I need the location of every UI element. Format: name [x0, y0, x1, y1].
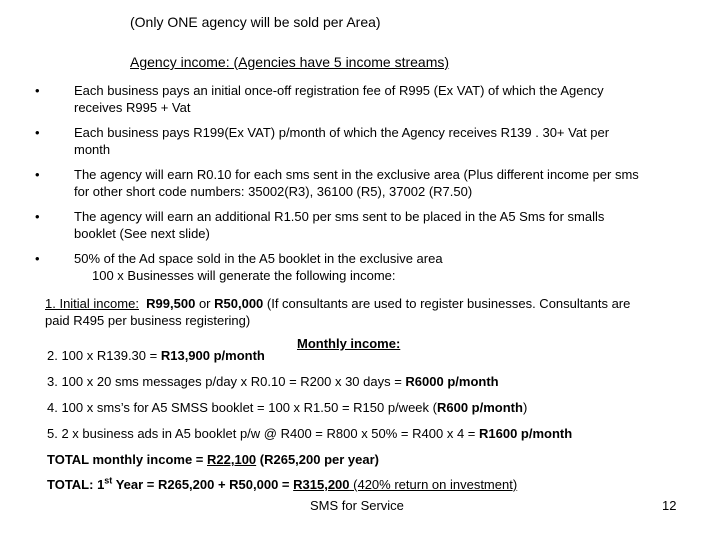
initial-income-label: 1. Initial income:: [45, 296, 139, 311]
bullet-text-line: Each business pays R199(Ex VAT) p/month of which the Agency receives R139 . 30+ Vat per: [74, 125, 610, 140]
income-item-text: 3. 100 x 20 sms messages p/day x R0.10 = R200 x 30 days =: [47, 374, 406, 389]
bullet-marker: •: [35, 209, 40, 224]
total-monthly-amount: R22,100: [207, 452, 257, 467]
bullet-text-line: 100 x Businesses will generate the following income:: [92, 268, 396, 283]
total-first-year-formula: Year = R265,200 + R50,000 =: [112, 477, 294, 492]
bullet-text-line: The agency will earn R0.10 for each sms sent in the exclusive area (Plus different income per sms: [74, 167, 639, 182]
initial-income-amount-2: R50,000: [214, 296, 264, 311]
bullet-text: [74, 166, 694, 200]
bullet-text-line: for other short code numbers: 35002(R3), 36100 (R5), 37002 (R7.50): [74, 184, 473, 199]
bullet-text: [74, 124, 694, 158]
bullet-text-line: receives R995 + Vat: [74, 100, 191, 115]
page-number: 12: [662, 498, 677, 513]
bullet-marker: •: [35, 167, 40, 182]
total-monthly-label: TOTAL monthly income =: [47, 452, 207, 467]
total-first-year-label: TOTAL: 1: [47, 477, 105, 492]
income-item-amount: R13,900 p/month: [160, 348, 265, 363]
income-item-amount: R1600 p/month: [478, 426, 573, 441]
bullet-text-line: month: [74, 142, 111, 157]
income-item-text: 4. 100 x sms’s for A5 SMSS booklet = 100 x R1.50 = R150 p/week (: [47, 400, 437, 415]
bullet-marker: •: [35, 125, 40, 140]
total-monthly-income: [47, 451, 379, 468]
income-item-amount: R600 p/month: [436, 400, 523, 415]
income-item-3: [47, 373, 499, 390]
bullet-text-line: Each business pays an initial once-off registration fee of R995 (Ex VAT) of which the Agency: [74, 83, 604, 98]
total-first-year-amount: R315,200: [293, 477, 350, 492]
total-first-year: [47, 476, 517, 493]
initial-income-line-1: [45, 295, 630, 312]
initial-income-line-2: paid R495 per business registering): [45, 313, 251, 328]
bullet-text-line: 50% of the Ad space sold in the A5 booklet in the exclusive area: [74, 251, 443, 266]
income-item-text: 5. 2 x business ads in A5 booklet p/w @ R400 = R800 x 50% = R400 x 4 =: [47, 426, 479, 441]
income-item-4: [47, 399, 527, 416]
header-line-1: (Only ONE agency will be sold per Area): [130, 14, 381, 30]
income-item-close: ): [522, 400, 528, 415]
bullet-text-line: The agency will earn an additional R1.50 per sms sent to be placed in the A5 Sms for smalls: [74, 209, 605, 224]
header-line-2: Agency income: (Agencies have 5 income streams): [130, 54, 450, 70]
income-item-2: [47, 347, 265, 364]
footer-title: SMS for Service: [310, 498, 404, 513]
income-item-amount: R6000 p/month: [405, 374, 499, 389]
monthly-income-heading: Monthly income:: [297, 336, 401, 351]
bullet-text: [74, 82, 694, 116]
initial-income-amount-1: R99,500: [146, 296, 196, 311]
bullet-marker: •: [35, 83, 40, 98]
bullet-marker: •: [35, 251, 40, 266]
initial-income-note: (If consultants are used to register businesses. Consultants are: [263, 296, 631, 311]
return-on-investment: (420% return on investment): [349, 477, 518, 492]
or-text: or: [195, 296, 215, 311]
superscript-st: st: [104, 475, 113, 486]
bullet-text-line: booklet (See next slide): [74, 226, 210, 241]
bullet-text: [74, 208, 694, 242]
income-item-5: [47, 425, 572, 442]
income-item-text: 2. 100 x R139.30 =: [47, 348, 161, 363]
total-monthly-per-year: (R265,200 per year): [256, 452, 380, 467]
bullet-text: [74, 250, 694, 284]
